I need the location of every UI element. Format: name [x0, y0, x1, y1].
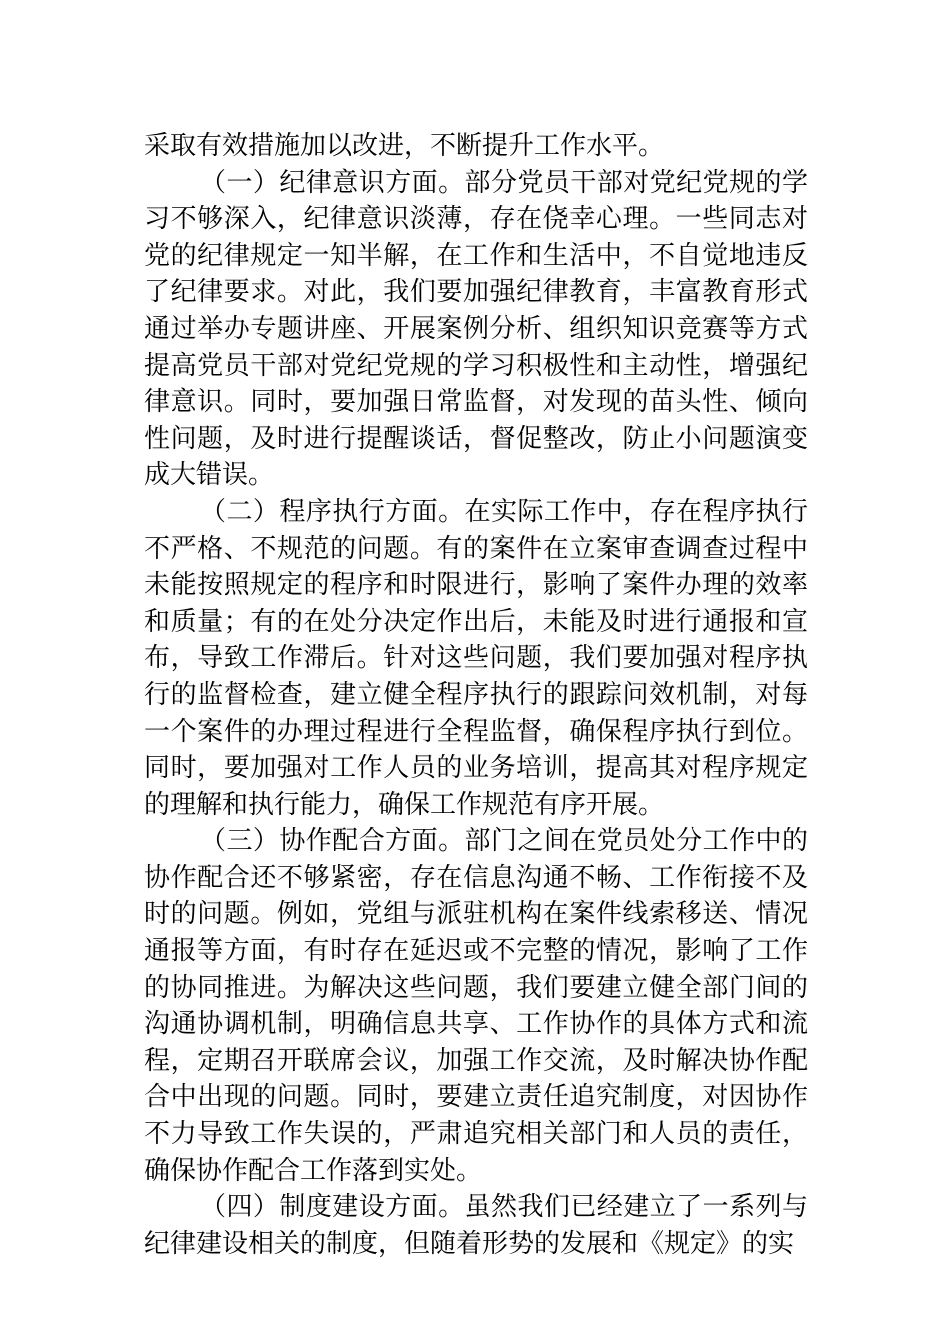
- paragraph-continuation: 采取有效措施加以改进，不断提升工作水平。: [144, 131, 665, 161]
- paragraph-collaboration: （三）协作配合方面。部门之间在党员处分工作中的协作配合还不够紧密，存在信息沟通不畅、工作衔接不及时的问题。例如，党组与派驻机构在案件线索移送、情况通报等方面，有时存在延迟或不完整的情况，影响了工作的协同推进。为解决这些问题，我们要建立健全部门间的沟通协调机制，明确信息共享、工作协作的具体方式和流程，定期召开联席会议，加强工作交流，及时解决协作配合中出现的问题。同时，要建立责任追究制度，对因协作不力导致工作失误的，严肃追究相关部门和人员的责任，确保协作配合工作落到实处。: [144, 826, 808, 1186]
- paragraph-discipline-awareness: （一）纪律意识方面。部分党员干部对党纪党规的学习不够深入，纪律意识淡薄，存在侥幸心理。一些同志对党的纪律规定一知半解，在工作和生活中，不自觉地违反了纪律要求。对此，我们要加强纪律教育，丰富教育形式通过举办专题讲座、开展案例分析、组织知识竞赛等方式提高党员干部对党纪党规的学习积极性和主动性，增强纪律意识。同时，要加强日常监督，对发现的苗头性、倾向性问题，及时进行提醒谈话，督促整改，防止小问题演变成大错误。: [144, 167, 808, 491]
- paragraph-system-building: （四）制度建设方面。虽然我们已经建立了一系列与纪律建设相关的制度，但随着形势的发展和《规定》的实: [144, 1192, 808, 1259]
- document-body: [144, 128, 808, 1262]
- paragraph-procedure-execution: （二）程序执行方面。在实际工作中，存在程序执行不严格、不规范的问题。有的案件在立案审查调查过程中未能按照规定的程序和时限进行，影响了案件办理的效率和质量；有的在处分决定作出后，未能及时进行通报和宣布，导致工作滞后。针对这些问题，我们要加强对程序执行的监督检查，建立健全程序执行的跟踪问效机制，对每一个案件的办理过程进行全程监督，确保程序执行到位。同时，要加强对工作人员的业务培训，提高其对程序规定的理解和执行能力，确保工作规范有序开展。: [144, 496, 808, 820]
